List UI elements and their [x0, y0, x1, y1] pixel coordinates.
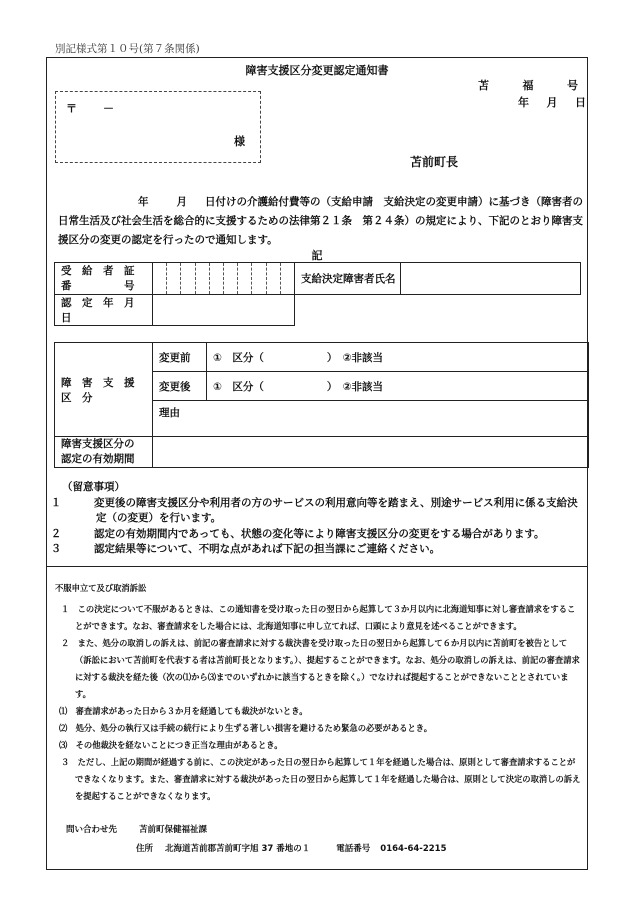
note-number: ３ — [50, 543, 62, 555]
note-item-3 — [50, 542, 582, 558]
ref-dept: 福 — [522, 79, 534, 92]
note-item-2 — [50, 527, 582, 543]
contact-phone: 0164-64-2215 — [380, 844, 447, 854]
contact-address: 北海道苫前郡苫前町字旭 37 番地の１ — [165, 844, 311, 854]
decided-name-field[interactable] — [400, 262, 581, 295]
support-class-label: 障 害 支 援 区 分 — [54, 342, 153, 437]
note-text: 変更後の障害支援区分や利用者の方のサービスの利用意向等を踏まえ、別途サービス利用に係る支給決定（の変更）を行います。 — [94, 496, 578, 524]
validity-label-line2: 認定の有効期間 — [61, 453, 135, 465]
ki-heading: 記 — [311, 249, 323, 262]
appeal-condition-3: ⑶ その他裁決を経ないことにつき正当な理由があるとき。 — [59, 740, 283, 750]
validity-field[interactable] — [152, 436, 589, 468]
recipient-number-label-line1: 受 給 者 証 — [61, 264, 135, 277]
cert-date-field[interactable] — [152, 294, 295, 326]
reason-label: 理由 — [159, 407, 180, 419]
decided-name-label: 支給決定障害者氏名 — [294, 262, 401, 295]
ref-prefix: 苫 — [478, 79, 489, 92]
note-number: ２ — [50, 527, 62, 540]
ref-suffix: 号 — [567, 79, 578, 92]
issuer-name: 苫前町長 — [410, 155, 459, 169]
before-label: 変更前 — [152, 342, 207, 372]
cert-date-label: 認 定 年 月 日 — [54, 294, 153, 326]
recipient-number-field[interactable] — [152, 262, 295, 295]
reference-number — [478, 77, 578, 93]
after-options[interactable]: ① 区分（ ） ②非該当 — [206, 371, 589, 401]
recipient-number-label — [54, 262, 153, 295]
address-label: 住所 — [136, 844, 154, 854]
appeal-paragraph-2: ２ また、処分の取消しの訴えは、前記の審査請求に対する裁決書を受け取った日の翌日から起算して６か月以内に苫前町を被告として（訴訟において苫前町を代表する者は苫前町長となります。）、提起することができます。なお、処分の取消しの訴えは、前記の審査請求に対する裁決を経た後（次の⑴から⑶までのいずれかに該当するときを除く。）でなければ提起することができないこととされています。 — [61, 638, 580, 699]
after-label: 変更後 — [152, 371, 207, 401]
appeal-condition-2: ⑵ 処分、処分の執行又は手続の続行により生ずる著しい損害を避けるため緊急の必要があるとき。 — [59, 723, 433, 733]
note-text: 認定結果等について、不明な点があれば下記の担当課にご連絡ください。 — [94, 543, 441, 555]
recipient-number-label-line2: 番 号 — [61, 279, 135, 292]
postal-mark: 〒 — [66, 102, 77, 115]
notes-section — [50, 480, 582, 558]
validity-label — [54, 436, 153, 468]
body-paragraph — [58, 193, 585, 250]
reason-field[interactable] — [152, 400, 589, 437]
appeal-condition-1: ⑴ 審査請求があった日から３か月を経過しても裁決がないとき。 — [59, 706, 308, 716]
before-options[interactable]: ① 区分（ ） ②非該当 — [206, 342, 589, 372]
body-month: 月 — [176, 196, 187, 208]
issue-date — [518, 94, 586, 110]
appeal-heading: 不服申立て及び取消訴訟 — [55, 583, 147, 593]
contact-address-line — [136, 842, 446, 854]
appeal-paragraph-3: ３ ただし、上記の期間が経過する前に、この決定があった日の翌日から起算して１年を経過した場合は、原則として審査請求することができなくなります。また、審査請求に対する裁決があった日の翌日から起算して１年を経過した場合は、原則として決定の取消しの訴えを提起することができなくなります。 — [61, 757, 581, 801]
validity-label-line1: 障害支援区分の — [61, 438, 135, 450]
note-number: １ — [50, 496, 62, 509]
date-day: 日 — [575, 96, 586, 109]
contact-label: 問い合わせ先 — [66, 825, 118, 835]
date-year: 年 — [518, 96, 529, 109]
body-text: 日付けの介護給付費等の（支給申請 支給決定の変更申請）に基づき（障害者の日常生活及び社会生活を総合的に支援するための法律第２１条 第２４条）の規定により、下記のとおり障害支援区分の変更の認定を行ったので通知します。 — [58, 196, 583, 246]
note-text: 認定の有効期間内であっても、状態の変化等により障害支援区分の変更をする場合があります。 — [94, 527, 545, 540]
phone-label: 電話番号 — [336, 844, 371, 854]
body-year: 年 — [138, 196, 149, 208]
contact-line — [66, 823, 207, 835]
honorific: 様 — [234, 135, 245, 148]
notes-heading: （留意事項） — [62, 481, 125, 493]
postal-dash: － — [103, 102, 114, 115]
contact-dept: 苫前町保健福祉課 — [139, 825, 208, 835]
note-item-1 — [50, 496, 582, 527]
appeal-paragraph-1: １ この決定について不服があるときは、この通知書を受け取った日の翌日から起算して３か月以内に北海道知事に対し審査請求をすることができます。なお、審査請求をした場合には、北海道知事に申し立てれば、口頭により意見を述べることができます。 — [61, 604, 576, 631]
appeal-section — [55, 580, 583, 805]
document-title: 障害支援区分変更認定通知書 — [245, 64, 389, 77]
date-month: 月 — [546, 96, 558, 109]
postal-code — [66, 100, 114, 116]
form-number: 別記様式第１０号(第７条関係) — [55, 43, 200, 55]
